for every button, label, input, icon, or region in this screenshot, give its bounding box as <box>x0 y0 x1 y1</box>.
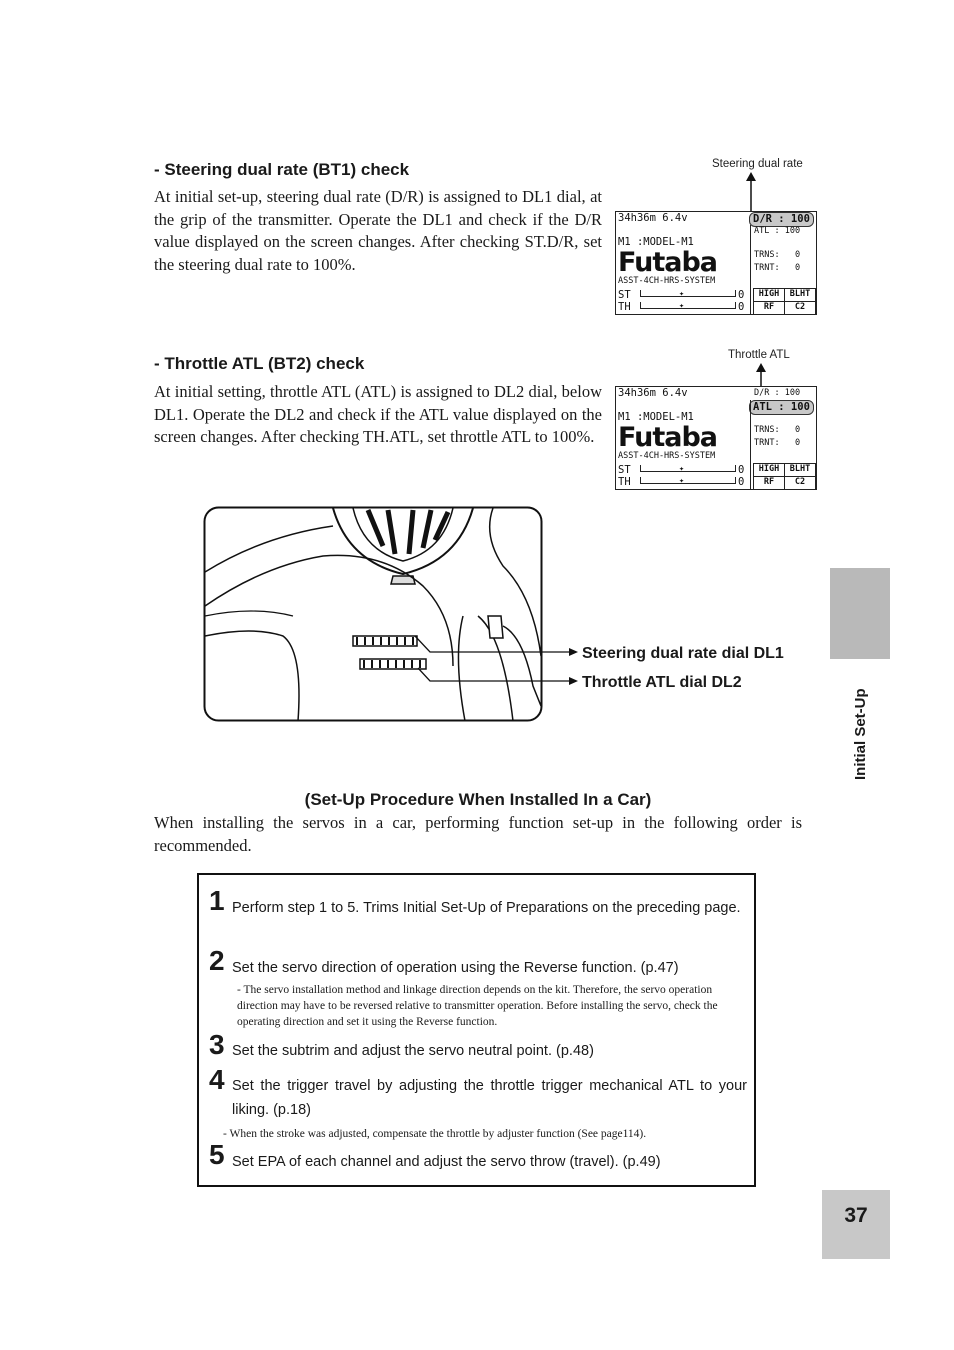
step-4-text: Set the trigger travel by adjusting the throttle trigger mechanical ATL to your liking. (p.18) <box>232 1078 747 1118</box>
step-3-text: Set the subtrim and adjust the servo neutral point. (p.48) <box>232 1043 594 1059</box>
dial-dl1-label: Steering dual rate dial DL1 <box>582 645 784 662</box>
lcd-th-marker: ✦ <box>679 301 685 311</box>
callout-arrow-1 <box>744 172 758 212</box>
futaba-logo: Futaba <box>618 422 717 453</box>
lcd-st-bar <box>640 290 736 297</box>
dial-dl2-label: Throttle ATL dial DL2 <box>582 674 742 691</box>
throttle-atl-callout: Throttle ATL <box>728 349 790 361</box>
setup-steps-box <box>197 873 756 1187</box>
lcd-st-marker: ✦ <box>679 464 685 474</box>
lcd-divider <box>750 225 751 314</box>
dial-leader-lines <box>410 628 580 698</box>
lcd-dr-row: D/R : 100 <box>754 388 801 398</box>
lcd-btn-blht: BLHT <box>784 463 816 477</box>
lcd-timer: 34h36m 6.4v <box>618 212 688 224</box>
lcd-th-value: 0 <box>738 301 745 313</box>
lcd-model: M1 :MODEL-M1 <box>618 411 694 423</box>
lcd-th-label: TH <box>618 301 631 313</box>
lcd-atl-row: ATL : 100 <box>754 226 801 236</box>
lcd-screen-throttle <box>615 386 817 490</box>
setup-title: (Set-Up Procedure When Installed In a Car) <box>304 790 652 809</box>
page-number: 37 <box>822 1190 890 1259</box>
lcd-timer: 34h36m 6.4v <box>618 387 688 399</box>
lcd-th-marker: ✦ <box>679 476 685 486</box>
lcd-st-bar <box>640 465 736 472</box>
step-2-text: Set the servo direction of operation using the Reverse function. (p.47) <box>232 960 679 976</box>
lcd-st-label: ST <box>618 289 631 301</box>
step-1-number: 1 <box>209 885 225 916</box>
lcd-atl-highlight: ATL : 100 <box>749 400 814 415</box>
lcd-system: ASST-4CH-HRS-SYSTEM <box>618 451 716 461</box>
lcd-st-value: 0 <box>738 464 745 476</box>
lcd-dr-highlight: D/R : 100 <box>749 212 814 227</box>
step-4-number: 4 <box>209 1064 225 1095</box>
lcd-trnt: TRNT: 0 <box>754 438 801 448</box>
lcd-btn-blht: BLHT <box>784 288 816 302</box>
lcd-th-bar <box>640 302 736 309</box>
lcd-btn-high: HIGH <box>753 463 785 477</box>
lcd-th-label: TH <box>618 476 631 488</box>
setup-intro: When installing the servos in a car, performing function set-up in the following order is recommended. <box>154 813 802 855</box>
step-2-note: - The servo installation method and linkage direction depends on the kit. Therefore, the servo operation direction may have to be reversed relative to transmitter operation. Before installing the servo, check the operating direction and set it using the Reverse function. <box>237 984 718 1028</box>
lcd-st-value: 0 <box>738 289 745 301</box>
dial-dl1-drawing <box>353 636 417 646</box>
steering-dual-rate-heading: - Steering dual rate (BT1) check <box>154 160 410 179</box>
lcd-divider <box>750 400 751 489</box>
futaba-logo: Futaba <box>618 247 717 278</box>
throttle-atl-heading: - Throttle ATL (BT2) check <box>154 354 365 373</box>
throttle-atl-body: At initial setting, throttle ATL (ATL) is assigned to DL2 dial, below DL1. Operate the DL2 and check if the ATL value displayed on the screen changes. After checking TH.ATL, set throttle ATL to 100%. <box>154 382 602 447</box>
step-4-note: - When the stroke was adjusted, compensate the throttle by adjuster function (See page114). <box>223 1128 647 1140</box>
lcd-btn-rf: RF <box>753 476 785 490</box>
lcd-btn-rf: RF <box>753 301 785 315</box>
lcd-btn-c2: C2 <box>784 476 816 490</box>
step-5-number: 5 <box>209 1139 225 1170</box>
lcd-st-label: ST <box>618 464 631 476</box>
lcd-trns: TRNS: 0 <box>754 250 801 260</box>
lcd-trns: TRNS: 0 <box>754 425 801 435</box>
lcd-st-marker: ✦ <box>679 289 685 299</box>
steering-dual-rate-callout: Steering dual rate <box>712 158 803 170</box>
section-tab <box>830 568 890 659</box>
step-1-text: Perform step 1 to 5. Trims Initial Set-Up of Preparations on the preceding page. <box>232 900 741 916</box>
lcd-th-value: 0 <box>738 476 745 488</box>
step-2-number: 2 <box>209 945 225 976</box>
lcd-screen-steering <box>615 211 817 315</box>
lcd-trnt: TRNT: 0 <box>754 263 801 273</box>
lcd-btn-high: HIGH <box>753 288 785 302</box>
lcd-model: M1 :MODEL-M1 <box>618 236 694 248</box>
steering-dual-rate-body: At initial set-up, steering dual rate (D/R) is assigned to DL1 dial, at the grip of the transmitter. Operate the DL1 and check if the D/R value displayed on the screen changes. After checking ST.D/R, set the steering dual rate to 100%. <box>154 187 602 274</box>
section-label: Initial Set-Up <box>852 688 869 780</box>
step-5-text: Set EPA of each channel and adjust the servo throw (travel). (p.49) <box>232 1154 661 1170</box>
lcd-th-bar <box>640 477 736 484</box>
lcd-system: ASST-4CH-HRS-SYSTEM <box>618 276 716 286</box>
lcd-btn-c2: C2 <box>784 301 816 315</box>
step-3-number: 3 <box>209 1029 225 1060</box>
